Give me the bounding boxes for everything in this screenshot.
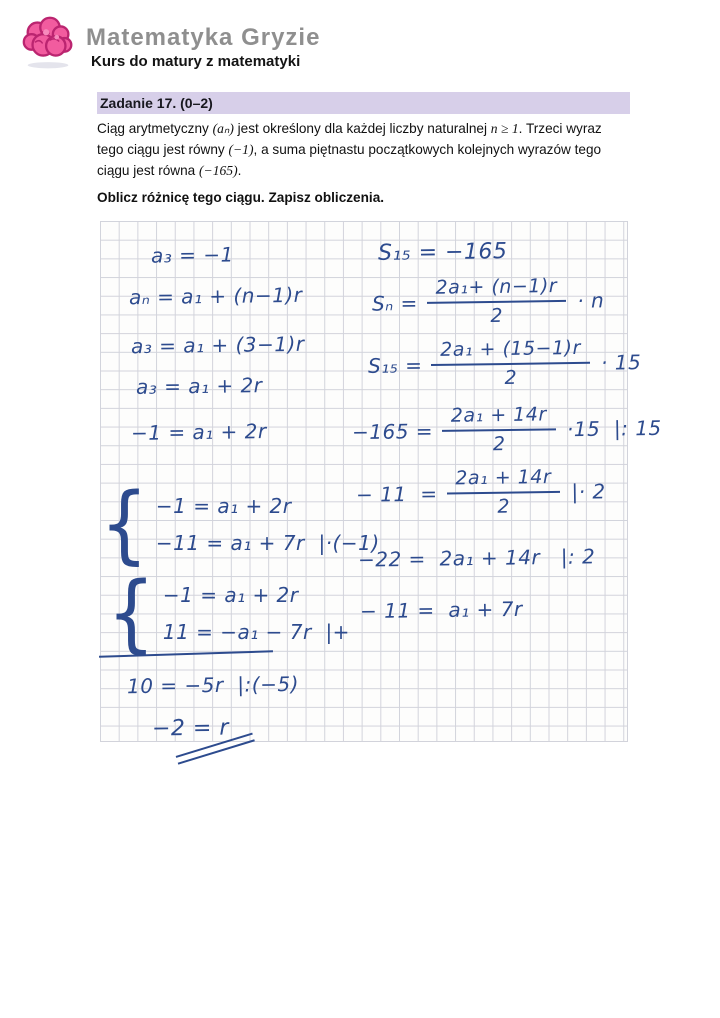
fraction: [446, 466, 561, 519]
hw-line-a3-expanded: a₃ = a₁ + (3−1)r: [130, 331, 305, 359]
hw-system1-line2: −11 = a₁ + 7r |·(−1): [155, 530, 380, 555]
task-text: Ciąg arytmetyczny: [97, 121, 213, 136]
hw-line-22-equation: −22 = 2a₁ + 14r |: 2: [357, 544, 596, 572]
fraction-denominator: 2: [497, 495, 511, 518]
math-value-165: (−165): [199, 163, 238, 178]
task-text: jest określony dla każdej liczby naturalnej: [233, 121, 491, 136]
hw-post: · n: [577, 287, 605, 313]
hw-line-a3-value: a₃ = −1: [150, 242, 234, 268]
fraction-denominator: 2: [490, 304, 504, 327]
hw-line-s15-value: S₁₅ = −165: [377, 239, 508, 266]
hw-line-a3-simplified: a₃ = a₁ + 2r: [135, 373, 263, 399]
hw-line-general-term: aₙ = a₁ + (n−1)r: [128, 282, 303, 310]
hw-line-result-r: −2 = r: [151, 715, 230, 742]
hw-line-equation1: −1 = a₁ + 2r: [130, 419, 267, 445]
task-text: . Trzeci wyraz tego ciągu jest równy: [97, 121, 602, 157]
fraction-numerator: 2a₁ + 14r: [446, 466, 560, 495]
fraction: [442, 403, 557, 456]
fraction: [431, 337, 590, 390]
hw-pre: Sₙ =: [371, 290, 418, 316]
hw-post: · 15: [600, 349, 642, 375]
hw-line-165-equation: [352, 402, 662, 457]
brand-subtitle: Kurs do matury z matematyki: [91, 53, 301, 70]
hw-pre: − 11 =: [355, 481, 438, 507]
hw-system2-line1: −1 = a₁ + 2r: [162, 582, 299, 607]
hw-system2-line2: 11 = −a₁ − 7r |+: [162, 619, 350, 644]
hw-system-2: [107, 562, 350, 663]
brain-icon: [18, 10, 80, 72]
hw-line-11-fraction: [356, 465, 606, 519]
math-sequence-symbol: (aₙ): [212, 121, 234, 136]
hw-system1-line1: −1 = a₁ + 2r: [155, 493, 292, 518]
fraction-numerator: 2a₁ + (15−1)r: [431, 337, 590, 366]
fraction: [426, 275, 566, 328]
brand-title: Matematyka Gryzie: [86, 24, 321, 51]
hw-post: |· 2: [571, 478, 606, 504]
hw-line-11-equation: − 11 = a₁ + 7r: [359, 596, 523, 624]
task-header-label: Zadanie 17. (0–2): [100, 95, 213, 111]
brace-icon: {: [107, 562, 156, 663]
task-text: , a suma piętnastu początkowych kolejnych wyrazów tego ciągu jest równa: [97, 142, 602, 178]
hw-pre: S₁₅ =: [367, 352, 423, 378]
math-n-condition: n ≥ 1: [490, 121, 519, 136]
task-header-bar: [97, 92, 630, 114]
task-body: [97, 118, 630, 181]
fraction-denominator: 2: [492, 433, 506, 456]
hw-line-sn-formula: [372, 274, 605, 328]
math-value-1: (−1): [228, 142, 254, 157]
task-instruction: Oblicz różnicę tego ciągu. Zapisz obliczenia.: [97, 190, 385, 205]
hw-line-10-equals: 10 = −5r |:(−5): [126, 671, 300, 699]
task-text: .: [237, 163, 242, 178]
hw-system-1: [100, 473, 380, 574]
brace-icon: {: [100, 473, 149, 574]
fraction-denominator: 2: [504, 366, 518, 390]
hw-pre: −165 =: [351, 418, 434, 444]
hw-line-s15-formula: [368, 336, 642, 391]
fraction-numerator: 2a₁+ (n−1)r: [426, 275, 566, 304]
fraction-numerator: 2a₁ + 14r: [442, 403, 556, 432]
hw-post: ·15 |: 15: [566, 415, 662, 441]
